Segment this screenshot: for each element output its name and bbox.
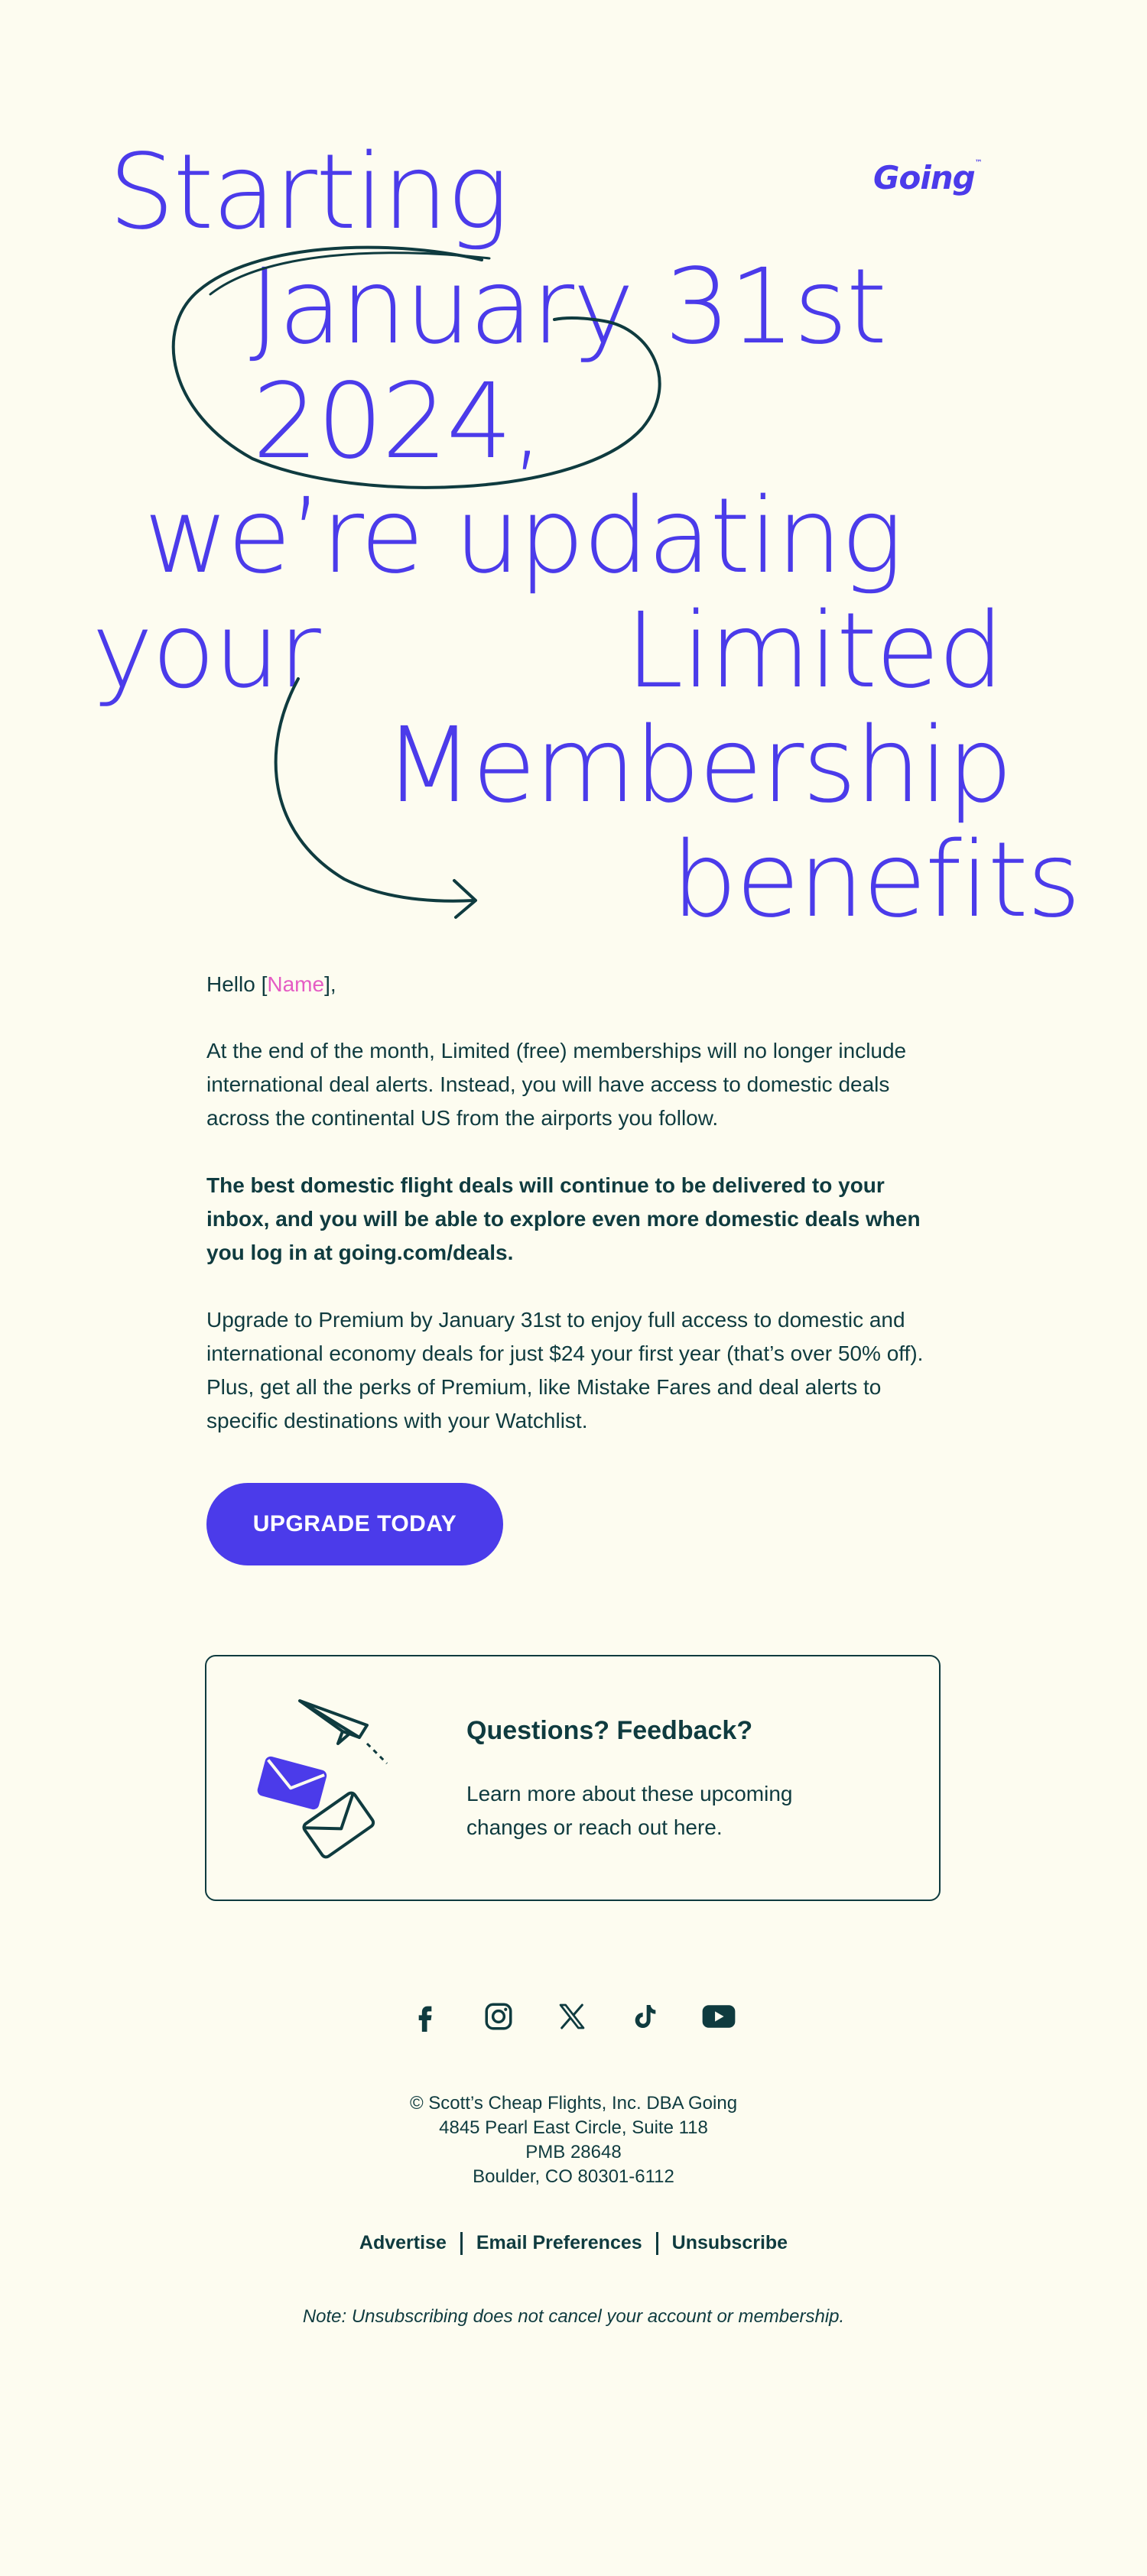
hero-line-limited: Limited xyxy=(625,591,1003,712)
hand-drawn-doodle-icon xyxy=(0,0,1147,940)
hero-line-updating: we’re updating xyxy=(144,476,902,597)
link-divider xyxy=(656,2232,658,2255)
hero-section xyxy=(0,0,1147,940)
x-icon[interactable] xyxy=(551,1995,593,2038)
youtube-icon[interactable] xyxy=(697,1995,740,2038)
greeting-prefix: Hello [ xyxy=(206,972,268,996)
hero-line-year: 2024, xyxy=(252,362,543,482)
unsubscribe-link[interactable]: Unsubscribe xyxy=(671,2232,788,2253)
footer-address-line1: 4845 Pearl East Circle, Suite 118 xyxy=(439,2117,708,2138)
greeting-suffix: ], xyxy=(324,972,336,996)
advertise-link[interactable]: Advertise xyxy=(359,2232,447,2253)
footer-address-line2: PMB 28648 xyxy=(525,2142,622,2162)
email-preferences-link[interactable]: Email Preferences xyxy=(476,2232,642,2253)
facebook-icon[interactable] xyxy=(404,1995,447,2038)
hero-line-date: January 31st xyxy=(249,247,886,368)
hero-line-starting: Starting xyxy=(109,132,508,253)
name-token: Name xyxy=(267,972,325,996)
tiktok-icon[interactable] xyxy=(624,1995,667,2038)
feedback-text: Learn more about these upcoming changes or reach out here. xyxy=(466,1782,793,1839)
hero-line-your: your xyxy=(92,591,320,712)
footer-company: © Scott’s Cheap Flights, Inc. DBA Going xyxy=(409,2093,738,2114)
feedback-title: Questions? Feedback? xyxy=(466,1716,753,1745)
logo-trademark: ™ xyxy=(974,159,982,167)
logo-text: Going xyxy=(873,159,975,196)
paper-plane-envelopes-icon xyxy=(252,1695,405,1855)
link-divider xyxy=(460,2232,463,2255)
instagram-icon[interactable] xyxy=(477,1995,520,2038)
social-links xyxy=(0,1995,1147,2041)
upgrade-today-button[interactable]: UPGRADE TODAY xyxy=(206,1483,503,1565)
paragraph-upgrade: Upgrade to Premium by January 31st to enjoy full access to domestic and international economy deals for just $24 your first year (that’s over 50% off). Plus, get all the perks of Premium, like Mistake Fares and deal alerts to specific destinations with your Watchlist. xyxy=(206,1308,924,1432)
feedback-card[interactable] xyxy=(205,1655,941,1901)
greeting xyxy=(206,968,941,1001)
footer-address-line3: Boulder, CO 80301-6112 xyxy=(473,2166,674,2187)
paragraph-domestic-deals: The best domestic flight deals will continue to be delivered to your inbox, and you will be able to explore even more domestic deals when you log in at going.com/deals. xyxy=(206,1173,921,1264)
hero-line-membership: Membership xyxy=(384,706,1012,826)
paragraph-changes: At the end of the month, Limited (free) memberships will no longer include international deal alerts. Instead, you will have access to domestic deals across the continental US from the airports you follow. xyxy=(206,1039,907,1130)
hero-line-benefits: benefits xyxy=(671,820,1080,941)
unsubscribe-note: Note: Unsubscribing does not cancel your account or membership. xyxy=(302,2306,845,2327)
footer-links xyxy=(0,2232,1147,2255)
